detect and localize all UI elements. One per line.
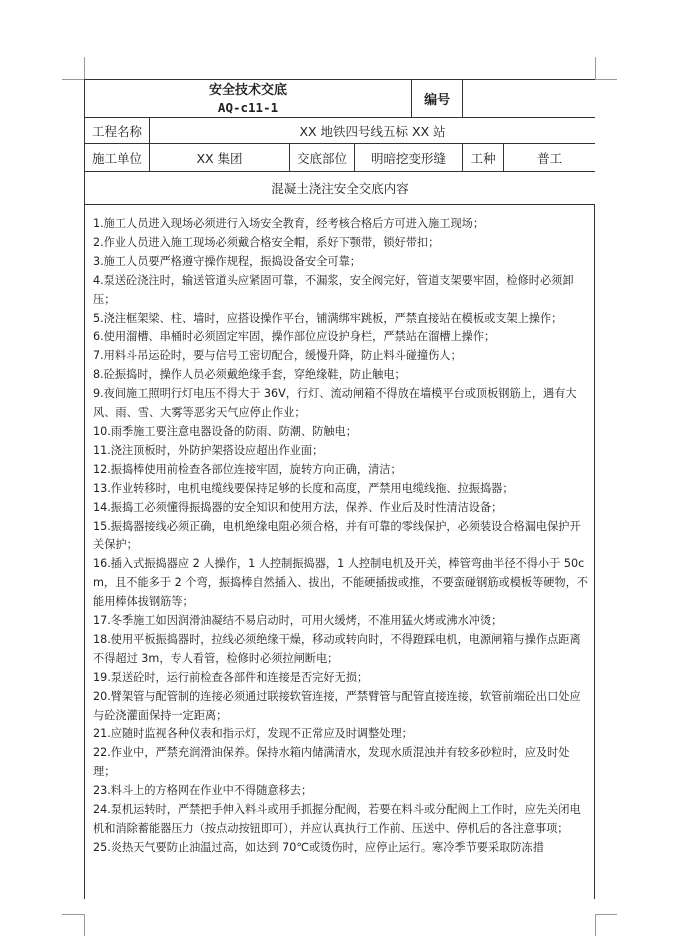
- list-item: 2.作业人员进入施工现场必须戴合格安全帽，系好下颚带，锁好带扣；: [93, 235, 440, 249]
- list-item: 7.用料斗吊运砼时，要与信号工密切配合，缓慢升降，防止料斗碰撞伤人；: [93, 349, 462, 363]
- crop-mark-top-right-h: [595, 79, 617, 80]
- list-item: 12.振捣棒使用前检查各部位连接牢固，旋转方向正确，清洁；: [93, 462, 402, 476]
- disclosure-content: [84, 205, 595, 899]
- disclosure-location-value: 明暗挖变形缝: [355, 144, 463, 172]
- safety-disclosure-document: [84, 79, 595, 899]
- list-item: 17.冬季施工如因润滑油凝结不易启动时，可用火缓烤，不准用猛火烤或沸水冲烫；: [93, 614, 503, 628]
- number-label: 编号: [424, 93, 451, 108]
- header-table: [84, 79, 595, 205]
- crop-mark-bottom-left-v: [84, 914, 85, 936]
- list-item: 16.插入式振捣器应 2 人操作，1 人控制振捣器，1 人控制电机及开关，棒管弯曲半径不得小于 50cm，且不能多于 2 个弯，振捣棒自然插入、拔出，不能硬插拔或推，不要蛮碰钢筋或模板等硬物，不能用棒体拔钢筋等；: [93, 557, 589, 609]
- crop-mark-top-right-v: [595, 57, 596, 79]
- list-item: 11.浇注顶板时，外防护架搭设应超出作业面；: [93, 443, 324, 457]
- section-title: 混凝土浇注安全交底内容: [85, 172, 596, 205]
- list-item: 23.料斗上的方格网在作业中不得随意移去；: [93, 784, 313, 798]
- trade-label: 工种: [463, 144, 504, 172]
- project-name-label: 工程名称: [85, 118, 150, 144]
- construction-unit-label: 施工单位: [85, 144, 150, 172]
- number-value: [463, 80, 595, 118]
- list-item: 14.振捣工必须懂得振捣器的安全知识和使用方法，保养、作业后及时性清洁设备；: [93, 500, 503, 514]
- crop-mark-bottom-right-v: [595, 914, 596, 936]
- list-item: 22.作业中，严禁充润滑油保养。保持水箱内储满清水，发现水质混浊并有较多砂粒时，应及时处理；: [93, 746, 570, 779]
- crop-mark-bottom-left-h: [62, 914, 84, 915]
- list-item: 1.施工人员进入现场必须进行入场安全教育，经考核合格后方可进入施工现场；: [93, 217, 485, 230]
- list-item: 20.臂架管与配管制的连接必须通过联接软管连接，严禁臂管与配管直接连接，软管前端砼出口处应与砼浇灌面保持一定距离；: [93, 689, 581, 722]
- list-item: 10.雨季施工要注意电器设备的防雨、防潮、防触电；: [93, 424, 357, 438]
- list-item: 15.振捣器接线必须正确，电机绝缘电阻必须合格，并有可靠的零线保护，必须装设合格漏电保护开关保护；: [93, 519, 581, 552]
- crop-mark-top-left-h: [62, 79, 84, 80]
- list-item: 6.使用溜槽、串桶时必须固定牢固，操作部位应设护身栏，严禁站在溜槽上操作；: [93, 330, 496, 344]
- list-item: 13.作业转移时，电机电缆线要保持足够的长度和高度，严禁用电缆线拖、拉振捣器；: [93, 481, 514, 495]
- trade-value: 普工: [504, 144, 595, 172]
- disclosure-location-label: 交底部位: [290, 144, 355, 172]
- list-item: 24.泵机运转时，严禁把手伸入料斗或用手抓握分配阀，若要在料斗或分配阀上工作时，应先关闭电机和消除蓄能器压力（按点动按钮即可），并应认真执行工作前、压送中、停机后的各注意事项；: [93, 803, 581, 835]
- list-item: 3.施工人员要严格遵守操作规程，振捣设备安全可靠；: [93, 254, 361, 268]
- list-item: 9.夜间施工照明行灯电压不得大于 36V，行灯、流动闸箱不得放在墙模平台或顶板钢筋上，遇有大风、雨、雪、大雾等恶劣天气应停止作业；: [93, 387, 577, 420]
- list-item: 5.浇注框架梁、柱、墙时，应搭设操作平台，铺满绑牢跳板，严禁直接站在模板或支架上操作；: [93, 311, 563, 325]
- title-cell: [85, 80, 412, 118]
- list-item: 21.应随时监视各种仪表和指示灯，发现不正常应及时调整处理；: [93, 727, 413, 741]
- list-item: 8.砼振捣时，操作人员必须戴绝缘手套，穿绝缘鞋，防止触电；: [93, 368, 406, 382]
- crop-mark-bottom-right-h: [595, 914, 617, 915]
- document-code: AQ-c11-1: [217, 99, 279, 115]
- number-label-cell: [412, 80, 463, 118]
- crop-mark-top-left-v: [84, 57, 85, 79]
- project-name-value: XX 地铁四号线五标 XX 站: [150, 118, 596, 144]
- document-title: 安全技术交底: [209, 82, 288, 98]
- list-item: 18.使用平板振捣器时，拉线必须绝缘干燥，移动或转向时，不得蹬踩电机，电源闸箱与操作点距离不得超过 3m，专人看管，检修时必须拉闸断电；: [93, 632, 581, 665]
- list-item: 4.泵送砼浇注时，输送管道头应紧固可靠，不漏浆，安全阀完好，管道支架要牢固，检修时必须卸压；: [93, 273, 574, 306]
- list-item: 19.泵送砼时，运行前检查各部件和连接是否完好无损；: [93, 670, 369, 684]
- list-item: 25.炎热天气要防止油温过高，如达到 70℃或烫伤时，应停止运行。寒冷季节要采取防冻措: [93, 840, 544, 854]
- construction-unit-value: XX 集团: [150, 144, 290, 172]
